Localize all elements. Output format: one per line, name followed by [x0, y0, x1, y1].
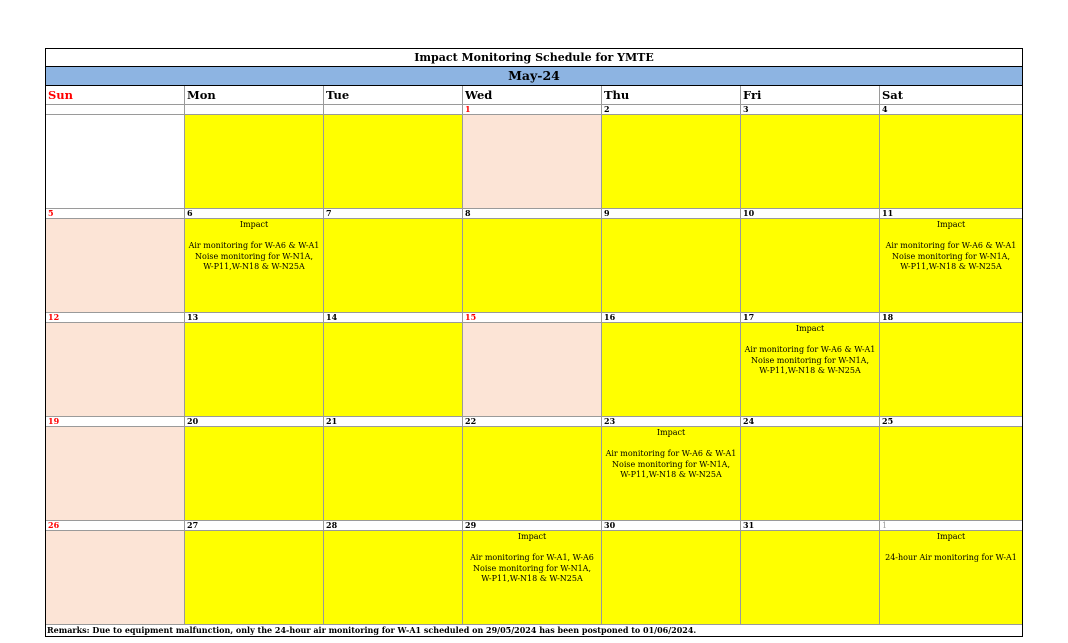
calendar-weeks	[46, 105, 1022, 625]
event-text: W-P11,W-N18 & W-N25A	[900, 262, 1002, 271]
date-number: 9	[602, 209, 741, 218]
date-number: 13	[185, 313, 324, 322]
day-cell	[324, 427, 463, 520]
date-number: 5	[46, 209, 185, 218]
month-header: May-24	[46, 67, 1022, 86]
event-text	[741, 335, 879, 346]
date-number: 1	[880, 521, 1022, 530]
date-number: 16	[602, 313, 741, 322]
day-cell	[880, 115, 1022, 208]
date-number: 6	[185, 209, 324, 218]
day-cell	[46, 115, 185, 208]
dow-sun: Sun	[46, 86, 185, 104]
date-number: 8	[463, 209, 602, 218]
calendar-week	[46, 521, 1022, 625]
date-number: 20	[185, 417, 324, 426]
dow-fri: Fri	[741, 86, 880, 104]
event-text: Air monitoring for W-A6 & W-A1	[744, 345, 876, 354]
event-text: Noise monitoring for W-N1A,	[195, 251, 313, 261]
date-number: 28	[324, 521, 463, 530]
event-text	[880, 231, 1022, 242]
day-cell	[463, 115, 602, 208]
date-number: 19	[46, 417, 185, 426]
date-number	[185, 105, 324, 114]
event-text: Impact	[936, 532, 966, 541]
day-cell	[324, 115, 463, 208]
event-text	[602, 439, 740, 450]
date-number: 25	[880, 417, 1022, 426]
event-text: W-P11,W-N18 & W-N25A	[481, 574, 583, 583]
event-text: Impact	[795, 324, 825, 333]
day-cell	[185, 219, 324, 312]
calendar-week	[46, 105, 1022, 209]
date-number	[46, 105, 185, 114]
day-cell	[602, 219, 741, 312]
event-text: Impact	[936, 220, 966, 229]
event-text: Noise monitoring for W-N1A,	[612, 459, 730, 469]
day-cells-row	[46, 531, 1022, 625]
event-text: 24-hour Air monitoring for W-A1	[885, 553, 1017, 562]
dow-wed: Wed	[463, 86, 602, 104]
date-number: 12	[46, 313, 185, 322]
date-number: 15	[463, 313, 602, 322]
day-cell	[324, 531, 463, 624]
date-number: 4	[880, 105, 1022, 114]
event-text: W-P11,W-N18 & W-N25A	[203, 262, 305, 271]
day-cell	[463, 323, 602, 416]
day-cell	[741, 219, 880, 312]
date-number-row	[46, 521, 1022, 531]
date-number: 2	[602, 105, 741, 114]
day-cells-row	[46, 427, 1022, 521]
day-cell	[741, 323, 880, 416]
event-text: Air monitoring for W-A1, W-A6	[470, 553, 594, 562]
date-number: 14	[324, 313, 463, 322]
date-number-row	[46, 313, 1022, 323]
event-text	[185, 231, 323, 242]
date-number: 23	[602, 417, 741, 426]
day-cell	[602, 115, 741, 208]
day-cell	[602, 427, 741, 520]
event-text: Air monitoring for W-A6 & W-A1	[605, 449, 737, 458]
day-cell	[324, 323, 463, 416]
date-number: 10	[741, 209, 880, 218]
date-number: 30	[602, 521, 741, 530]
schedule-sheet	[45, 48, 1023, 637]
event-text: Air monitoring for W-A6 & W-A1	[188, 241, 320, 250]
day-cell	[602, 323, 741, 416]
date-number: 7	[324, 209, 463, 218]
event-text	[880, 543, 1022, 554]
event-text: Air monitoring for W-A6 & W-A1	[885, 241, 1017, 250]
dow-sat: Sat	[882, 88, 904, 102]
calendar-week	[46, 417, 1022, 521]
date-number: 21	[324, 417, 463, 426]
schedule-title: Impact Monitoring Schedule for YMTE	[46, 49, 1022, 67]
day-cells-row	[46, 219, 1022, 313]
day-cell	[46, 323, 185, 416]
date-number: 18	[880, 313, 1022, 322]
day-cell	[880, 323, 1022, 416]
day-cell	[880, 427, 1022, 520]
dow-tue: Tue	[324, 86, 463, 104]
day-cell	[46, 427, 185, 520]
event-text: Impact	[239, 220, 269, 229]
event-text: W-P11,W-N18 & W-N25A	[620, 470, 722, 479]
day-of-week-header	[46, 86, 1022, 105]
date-number: 24	[741, 417, 880, 426]
date-number: 11	[880, 209, 1022, 218]
event-text: Noise monitoring for W-N1A,	[473, 563, 591, 573]
dow-mon: Mon	[185, 86, 324, 104]
day-cells-row	[46, 115, 1022, 209]
date-number: 17	[741, 313, 880, 322]
date-number: 3	[741, 105, 880, 114]
day-cell	[46, 219, 185, 312]
day-cell	[185, 115, 324, 208]
day-cell	[463, 531, 602, 624]
day-cell	[324, 219, 463, 312]
event-text: Impact	[656, 428, 686, 437]
date-number-row	[46, 417, 1022, 427]
day-cell	[185, 323, 324, 416]
day-cell	[741, 115, 880, 208]
day-cells-row	[46, 323, 1022, 417]
day-cell	[741, 427, 880, 520]
day-cell	[880, 219, 1022, 312]
dow-thu: Thu	[602, 86, 741, 104]
date-number: 1	[463, 105, 602, 114]
calendar-week	[46, 313, 1022, 417]
date-number	[324, 105, 463, 114]
day-cell	[741, 531, 880, 624]
date-number: 27	[185, 521, 324, 530]
calendar-week	[46, 209, 1022, 313]
date-number: 26	[46, 521, 185, 530]
event-text: Noise monitoring for W-N1A,	[892, 251, 1010, 261]
day-cell	[880, 531, 1022, 624]
date-number: 29	[463, 521, 602, 530]
day-cell	[185, 427, 324, 520]
day-cell	[463, 219, 602, 312]
day-cell	[46, 531, 185, 624]
event-text: W-P11,W-N18 & W-N25A	[759, 366, 861, 375]
day-cell	[463, 427, 602, 520]
date-number: 22	[463, 417, 602, 426]
date-number-row	[46, 105, 1022, 115]
date-number-row	[46, 209, 1022, 219]
event-text	[463, 543, 601, 554]
event-text: Noise monitoring for W-N1A,	[751, 355, 869, 365]
day-cell	[602, 531, 741, 624]
date-number: 31	[741, 521, 880, 530]
event-text: Impact	[517, 532, 547, 541]
remarks-note: Remarks: Due to equipment malfunction, only the 24-hour air monitoring for W-A1 scheduled on 29/05/2024 has been postponed to 01/06/2024.	[47, 625, 697, 635]
day-cell	[185, 531, 324, 624]
